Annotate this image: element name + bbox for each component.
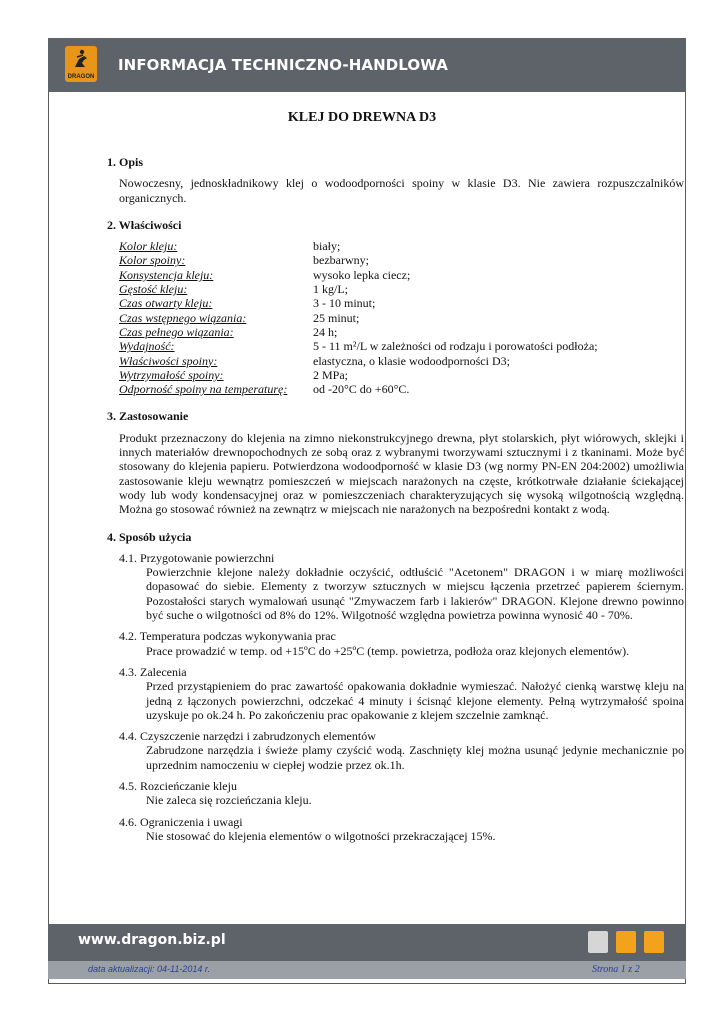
property-row <box>119 282 684 296</box>
subsection-ograniczenia <box>119 815 684 844</box>
property-label: Gęstość kleju: <box>119 282 188 297</box>
property-value: wysoko lepka ciecz; <box>313 267 411 282</box>
subsection-title: 4.6. Ograniczenia i uwagi <box>119 814 243 829</box>
opis-text: Nowoczesny, jednoskładnikowy klej o wodoodporności spoiny w klasie D3. Nie zawiera rozpuszczalników organicznych. <box>119 176 684 205</box>
update-date: data aktualizacji: 04-11-2014 r. <box>88 964 211 974</box>
property-row <box>119 354 684 368</box>
section-heading-wlasciwosci: 2. Właściwości <box>107 217 182 232</box>
subsection-zalecenia <box>119 665 684 722</box>
property-label: Kolor spoiny: <box>119 253 186 268</box>
footer-square-orange <box>616 931 636 953</box>
property-row <box>119 253 684 267</box>
property-label: Wytrzymałość spoiny: <box>119 367 224 382</box>
subsection-temperatura <box>119 629 684 658</box>
subsection-text: Nie zaleca się rozcieńczania kleju. <box>146 793 312 808</box>
property-value: 2 MPa; <box>313 367 349 382</box>
property-label: Czas pełnego wiązania: <box>119 324 234 339</box>
subsection-czyszczenie <box>119 729 684 772</box>
property-row <box>119 368 684 382</box>
logo-text: DRAGON <box>67 74 95 80</box>
dragon-figure-icon <box>71 49 91 69</box>
subsection-text: Zabrudzone narzędzia i świeże plamy czyścić wodą. Zaschnięty klej można usunąć jedynie mechanicznie po uprzednim namoczeniu w ciepłej wodzie przez ok.1h. <box>146 743 684 772</box>
property-value: elastyczna, o klasie wodoodporności D3; <box>313 353 510 368</box>
property-value: 1 kg/L; <box>313 282 348 297</box>
subsection-rozcienczanie <box>119 779 684 808</box>
section-heading-zastosowanie: 3. Zastosowanie <box>107 409 189 424</box>
subsection-text: Powierzchnie klejone należy dokładnie oczyścić, odtłuścić "Acetonem" DRAGON i w miarę możliwości dopasować do siebie. Elementy z tworzyw sztucznych w miejscu łączenia przetrzeć papierem ściernym. Pozostałości starych wymalowań usunąć "Zmywaczem farb i lakierów" DRAGON. Klejone drewno powinno być suche o wilgotności od 8% do 12%. Wilgotność względna powietrza powinna wynosić 40 - 70%. <box>146 565 684 623</box>
subsection-title: 4.3. Zalecenia <box>119 664 187 679</box>
zastosowanie-text: Produkt przeznaczony do klejenia na zimno niekonstrukcyjnego drewna, płyt stolarskich, płyt wiórowych, sklejki i innych materiałów drewnopochodnych ze sobą oraz z wybranymi tworzywami sztucznymi i z tkaninami. Może być stosowany do klejenia papieru. Potwierdzona wodoodporność w klasie D3 (wg normy PN-EN 204:2002) umożliwia zastosowanie kleju wewnątrz pomieszczeń w miejscach narażonych na częste, krótkotrwałe działanie ściekającej wody lub wody kondensacyjnej oraz w pomieszczeniach charakteryzujących się wysoką wilgotnością względną. Można go stosować również na zewnątrz w miejscach nie narażonych na bezpośredni kontakt z wodą. <box>119 430 684 517</box>
subsection-text: Przed przystąpieniem do prac zawartość opakowania dokładnie wymieszać. Nałożyć cienką warstwę kleju na jedną z łączonych powierzchni, odczekać 4 minuty i ścisnąć klejone elementy. Pełną wytrzymałość spoina uzyskuje po ok.24 h. Po zakończeniu prac opakowanie z klejem szczelnie zamknąć. <box>146 679 684 722</box>
property-value: od -20°C do +60°C. <box>313 382 410 397</box>
subsection-text: Prace prowadzić w temp. od +15ºC do +25ºC (temp. powietrza, podłoża oraz klejonych elementów). <box>146 643 630 658</box>
property-label: Właściwości spoiny: <box>119 353 218 368</box>
property-label: Odporność spoiny na temperaturę: <box>119 382 288 397</box>
properties-table <box>119 239 684 396</box>
website-link[interactable]: www.dragon.biz.pl <box>78 932 226 948</box>
property-value: 25 minut; <box>313 310 360 325</box>
property-row <box>119 325 684 339</box>
subsection-title: 4.5. Rozcieńczanie kleju <box>119 778 237 793</box>
property-value: 24 h; <box>313 324 338 339</box>
subsection-text: Nie stosować do klejenia elementów o wilgotności przekraczającej 15%. <box>146 828 496 843</box>
property-row <box>119 268 684 282</box>
property-label: Kolor kleju: <box>119 239 178 254</box>
property-label: Wydajność: <box>119 339 175 354</box>
property-row <box>119 296 684 310</box>
property-label: Czas otwarty kleju: <box>119 296 213 311</box>
property-value: bezbarwny; <box>313 253 369 268</box>
header-title: INFORMACJA TECHNICZNO-HANDLOWA <box>118 56 448 74</box>
property-value: 5 - 11 m²/L w zależności od rodzaju i porowatości podłoża; <box>313 339 598 354</box>
property-row <box>119 382 684 396</box>
property-value: biały; <box>313 239 341 254</box>
property-label: Konsystencja kleju: <box>119 267 214 282</box>
section-heading-opis: 1. Opis <box>107 155 144 169</box>
subsection-przygotowanie <box>119 551 684 622</box>
property-row <box>119 239 684 253</box>
subsection-title: 4.1. Przygotowanie powierzchni <box>119 550 275 565</box>
document-body <box>107 155 684 843</box>
subsection-title: 4.2. Temperatura podczas wykonywania prac <box>119 629 336 644</box>
property-row <box>119 311 684 325</box>
subsection-title: 4.4. Czyszczenie narzędzi i zabrudzonych elementów <box>119 729 376 744</box>
property-label: Czas wstępnego wiązania: <box>119 310 247 325</box>
page-number: Strona 1 z 2 <box>592 964 640 975</box>
footer-square-orange <box>644 931 664 953</box>
property-value: 3 - 10 minut; <box>313 296 376 311</box>
dragon-logo <box>65 46 97 82</box>
footer-square-grey <box>588 931 608 953</box>
document-title: KLEJ DO DREWNA D3 <box>287 110 437 125</box>
property-row <box>119 339 684 353</box>
section-heading-sposob-uzycia: 4. Sposób użycia <box>107 529 192 544</box>
